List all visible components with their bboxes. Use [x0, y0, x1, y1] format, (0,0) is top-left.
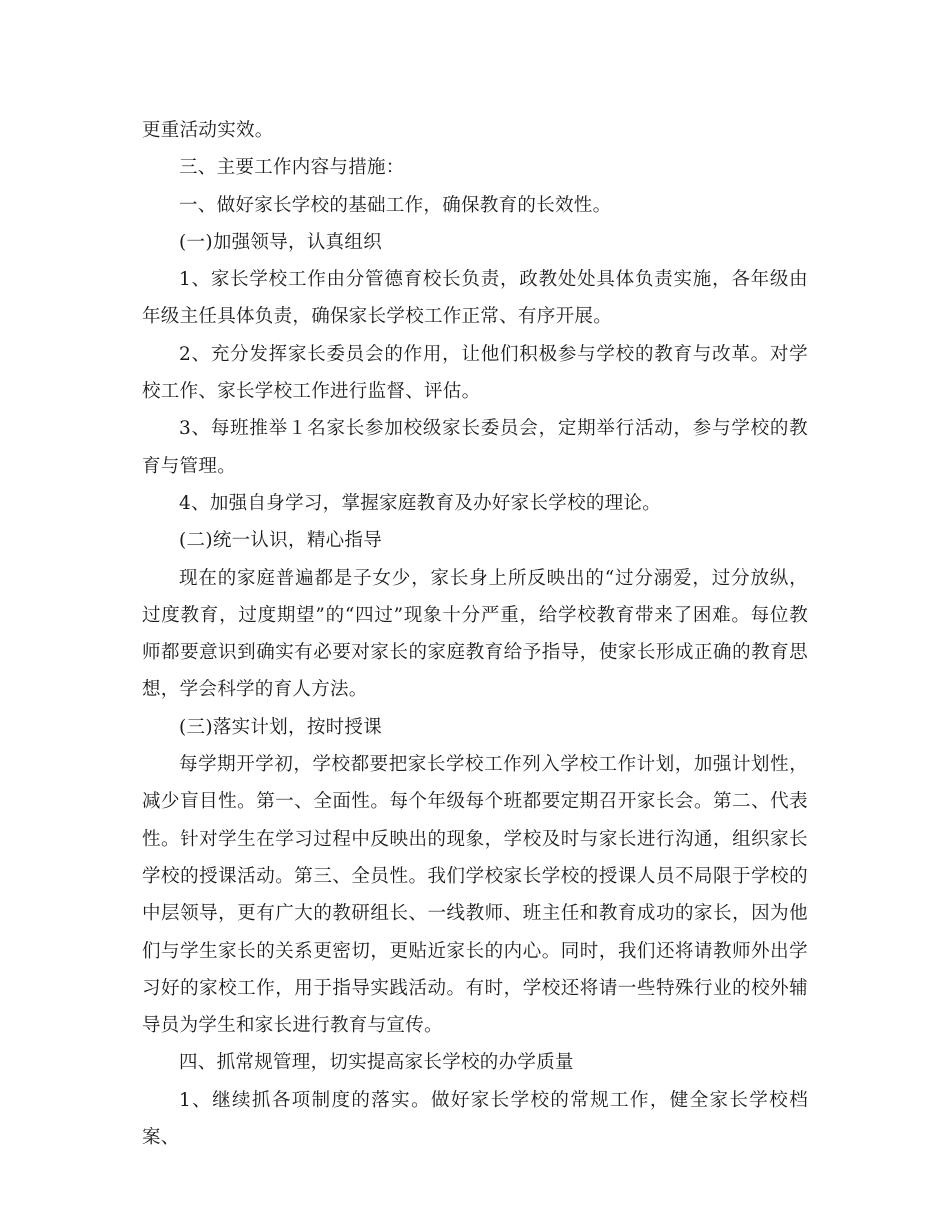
document-body — [142, 112, 808, 1156]
paragraph-item-2: 2、充分发挥家长委员会的作用，让他们积极参与学校的教育与改革。对学校工作、家长学校工作进行监督、评估。 — [142, 343, 808, 403]
paragraph-item-3: 3、每班推举１名家长参加校级家长委员会，定期举行活动，参与学校的教育与管理。 — [142, 418, 808, 477]
section-heading-one: 一、做好家长学校的基础工作，确保教育的长效性。 — [179, 194, 612, 216]
paragraph-continuation: 更重活动实效。 — [142, 120, 274, 141]
paragraph-item-4: 4、加强自身学习，掌握家庭教育及办好家长学校的理论。 — [179, 492, 662, 514]
section-heading-four: 四、抓常规管理，切实提高家长学校的办学质量 — [179, 1052, 574, 1074]
section-heading-three: 三、主要工作内容与措施： — [179, 157, 405, 179]
paragraph-item-regulations: 1、继续抓各项制度的落实。做好家长学校的常规工作，健全家长学校档案、 — [142, 1089, 808, 1149]
subheading-one: (一)加强领导，认真组织 — [179, 231, 383, 253]
paragraph-item-1: 1、家长学校工作由分管德育校长负责，政教处处具体负责实施，各年级由年级主任具体负责，确保家长学校工作正常、有序开展。 — [142, 269, 808, 328]
subheading-three: (三)落实计划，按时授课 — [179, 716, 383, 738]
paragraph-family-education: 现在的家庭普遍都是子女少，家长身上所反映出的“过分溺爱，过分放纵，过度教育，过度期望”的“四过”现象十分严重，给学校教育带来了困难。每位教师都要意识到确实有必要对家长的家庭教育给予指导，使家长形成正确的教育思想，学会科学的育人方法。 — [142, 567, 808, 701]
paragraph-plan: 每学期开学初，学校都要把家长学校工作列入学校工作计划，加强计划性，减少盲目性。第一、全面性。每个年级每个班都要定期召开家长会。第二、代表性。针对学生在学习过程中反映出的现象，学校及时与家长进行沟通，组织家长学校的授课活动。第三、全员性。我们学校家长学校的授课人员不局限于学校的中层领导，更有广大的教研组长、一线教师、班主任和教育成功的家长，因为他们与学生家长的关系更密切，更贴近家长的内心。同时，我们还将请教师外出学习好的家校工作，用于指导实践活动。有时，学校还将请一些特殊行业的校外辅导员为学生和家长进行教育与宣传。 — [142, 754, 808, 1037]
subheading-two: (二)统一认识，精心指导 — [179, 530, 383, 552]
